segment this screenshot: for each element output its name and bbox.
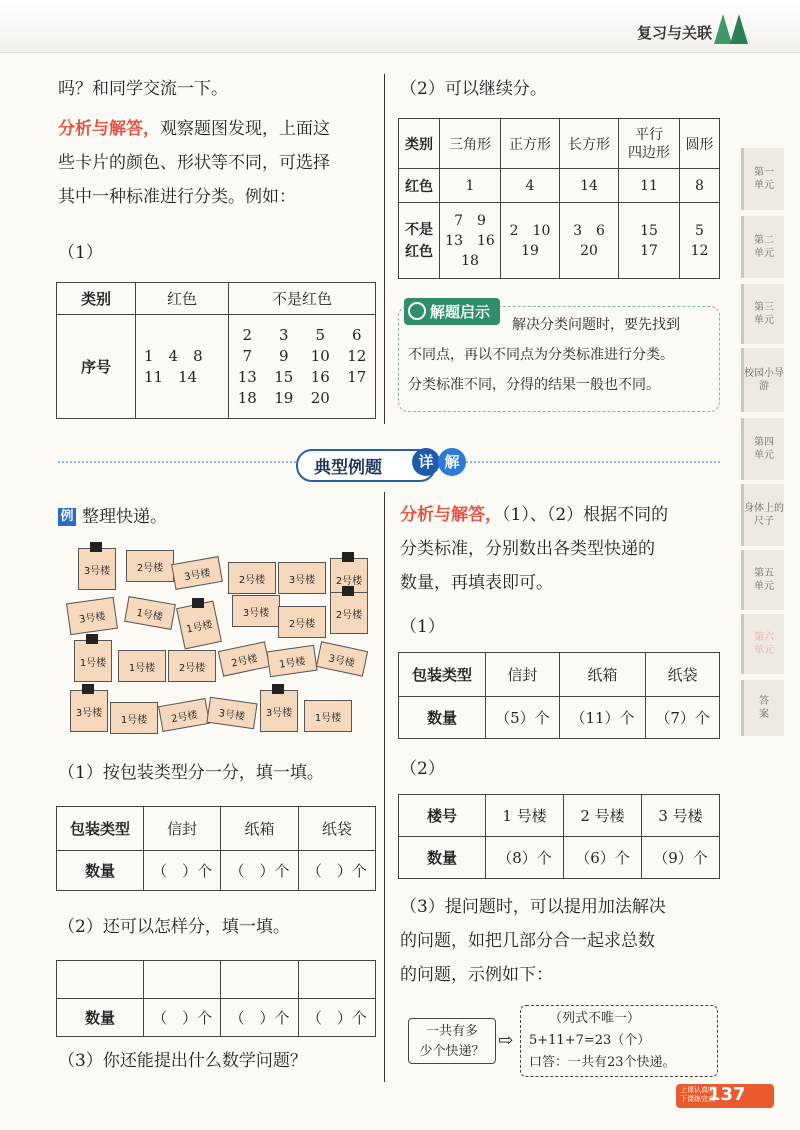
answer-cell: （8）个 (486, 837, 564, 879)
package-envelope: 1号楼 (266, 645, 317, 677)
analysis-label: 分析与解答 (58, 119, 143, 139)
package-bag: 1号楼 (176, 601, 222, 650)
table-header: 信封 (144, 807, 221, 851)
table-header: 楼号 (399, 795, 486, 837)
number-line: 1 4 8 (144, 346, 203, 365)
q2-table (56, 960, 376, 1037)
banner-badge: 详 (412, 448, 440, 476)
number: 6 (351, 325, 362, 344)
table-header: 纸袋 (646, 653, 720, 697)
bag-handle-icon (342, 552, 354, 562)
package-box: 2号楼 (228, 562, 276, 594)
number: 18 (237, 388, 257, 407)
answer-cell: （11）个 (559, 697, 645, 739)
package-envelope: 2号楼 (158, 698, 210, 732)
empty-header (144, 961, 221, 999)
bag-handle-icon (86, 634, 98, 644)
side-tab-8[interactable]: 第六 单元 (741, 614, 784, 674)
package-bag: 2号楼 (330, 558, 368, 600)
a1-table (398, 652, 720, 739)
blank-cell: （ ）个 (221, 851, 298, 891)
table-cell: 3 6 20 (560, 203, 619, 279)
package-envelope: 3号楼 (206, 697, 257, 729)
package-illustration (68, 540, 378, 740)
part-label: （1） (58, 243, 103, 263)
slogan-line: 下课练完成 (680, 1095, 715, 1103)
package-envelope: 3号楼 (316, 641, 368, 676)
empty-header (57, 961, 144, 999)
answer-cell: （9）个 (642, 837, 720, 879)
solution-line: 5+11+7=23（个） (529, 1033, 651, 1048)
answer-text: 的问题，示例如下： (400, 965, 553, 985)
table-header: 纸箱 (221, 807, 298, 851)
solution-box (520, 1005, 718, 1077)
red-numbers (136, 315, 229, 419)
number: 16 (310, 367, 330, 386)
number: 10 (310, 346, 330, 365)
table-cell: 7 9 13 16 18 (440, 203, 501, 279)
analysis-block: 分析与解答，观察题图发现，上面这 些卡片的颜色、形状等不同，可选择 其中一种标准进行分类。例如： (58, 119, 330, 207)
table-cell: 11 (619, 169, 680, 203)
table-header: 平行 四边形 (619, 119, 680, 169)
answer-text: （3）提问题时，可以提用加法解决 (400, 897, 666, 917)
side-tab-1[interactable]: 第一 单元 (741, 148, 784, 210)
continuation-line: 吗？和同学交流一下。 (58, 79, 228, 99)
number: 3 (278, 325, 289, 344)
part-label: （1） (400, 617, 445, 637)
package-box: 2号楼 (278, 606, 326, 638)
package-bag: 3号楼 (70, 690, 108, 732)
number: 2 (242, 325, 253, 344)
row-label: 红色 (399, 169, 440, 203)
a2-table (398, 794, 720, 879)
answer-text: （1）、（2）根据不同的 (502, 505, 669, 525)
package-bag: 1号楼 (74, 640, 112, 682)
answer-label: 分析与解答 (400, 505, 485, 525)
not-red-numbers (229, 315, 376, 419)
blank-cell: （ ）个 (144, 999, 221, 1037)
answer-part3 (400, 890, 722, 992)
number: 17 (347, 367, 367, 386)
number (339, 388, 376, 409)
side-tab-3[interactable]: 第三 单元 (741, 284, 784, 344)
package-box: 3号楼 (232, 595, 280, 627)
header-title: 复习与关联 (636, 24, 712, 42)
part-label: （2）可以继续分。 (400, 79, 547, 99)
table-cell: 5 12 (680, 203, 720, 279)
package-box: 3号楼 (278, 562, 326, 594)
answer-cell: （5）个 (486, 697, 560, 739)
table-cell: 8 (680, 169, 720, 203)
example-badge: 例 (58, 508, 76, 526)
section-banner: 典型例题 (296, 449, 436, 482)
package-box: 2号楼 (168, 650, 216, 682)
row-label: 序号 (57, 315, 136, 419)
bag-handle-icon (272, 684, 284, 694)
solution-line: （列式不唯一） (549, 1011, 641, 1026)
example-title: 整理快递。 (82, 507, 167, 527)
table-header: 类别 (57, 283, 136, 315)
side-tab-4[interactable]: 校园小导游 (741, 348, 784, 412)
tip-line: 分类标准不同，分得的结果一般也不同。 (408, 377, 660, 393)
table-header: 纸箱 (559, 653, 645, 697)
number-line: 11 14 (144, 367, 198, 386)
question-2: （2）还可以怎样分，填一填。 (58, 917, 290, 937)
package-envelope: 1号楼 (124, 596, 176, 630)
table-header: 红色 (136, 283, 229, 315)
blank-cell: （ ）个 (221, 999, 298, 1037)
table-header: 3 号楼 (642, 795, 720, 837)
banner-badge: 解 (438, 448, 466, 476)
tip-line: 不同点，再以不同点为分类标准进行分类。 (408, 347, 674, 363)
table-cell: 15 17 (619, 203, 680, 279)
analysis-text: 观察题图发现，上面这 (160, 119, 330, 139)
answer-text: 的问题，如把几部分合一起求总数 (400, 931, 655, 951)
table-header: 1 号楼 (486, 795, 564, 837)
question-line: 一共有多 (425, 1024, 478, 1039)
slogan-line: 上课认真听 (680, 1086, 715, 1094)
solution-line: 口答：一共有23个快递。 (529, 1055, 676, 1070)
blank-cell: （ ）个 (298, 999, 375, 1037)
number: 19 (274, 388, 294, 407)
table-header: 纸袋 (298, 807, 375, 851)
package-box: 3号楼 (66, 597, 118, 635)
table-cell: 14 (560, 169, 619, 203)
analysis-text: 其中一种标准进行分类。例如： (58, 187, 296, 207)
tree-icon (730, 14, 748, 44)
q1-table (56, 806, 376, 891)
number: 7 (242, 346, 253, 365)
row-label: 不是 红色 (399, 203, 440, 279)
package-envelope: 3号楼 (171, 556, 223, 590)
table-cell: 4 (501, 169, 560, 203)
table-header: 正方形 (501, 119, 560, 169)
bag-handle-icon (342, 586, 354, 596)
shape-table (398, 118, 720, 279)
column-divider (384, 492, 385, 1082)
table-header: 不是红色 (229, 283, 376, 315)
package-bag: 3号楼 (78, 548, 116, 590)
answer-block: 分析与解答，（1）、（2）根据不同的 分类标准，分别数出各类型快递的 数量，再填表即可。 (400, 505, 669, 593)
question-1: （1）按包装类型分一分，填一填。 (58, 763, 324, 783)
bag-handle-icon (192, 598, 204, 608)
tip-badge: 解题启示 (404, 298, 500, 325)
side-tab-2[interactable]: 第二 单元 (741, 216, 784, 278)
number: 12 (347, 346, 367, 365)
analysis-text: 些卡片的颜色、形状等不同，可选择 (58, 153, 330, 173)
question-box (408, 1018, 496, 1064)
bag-handle-icon (82, 684, 94, 694)
answer-cell: （6）个 (564, 837, 642, 879)
package-envelope: 2号楼 (218, 641, 270, 676)
number: 15 (274, 367, 294, 386)
color-table (56, 282, 376, 419)
bag-handle-icon (90, 542, 102, 552)
side-tab-5[interactable]: 第四 单元 (741, 418, 784, 480)
row-label: 数量 (57, 999, 144, 1037)
number: 9 (278, 346, 289, 365)
package-box: 1号楼 (118, 650, 166, 682)
empty-header (298, 961, 375, 999)
number: 20 (310, 388, 330, 407)
empty-header (221, 961, 298, 999)
number: 5 (315, 325, 326, 344)
row-label: 数量 (399, 697, 486, 739)
row-label: 数量 (399, 837, 486, 879)
table-header: 长方形 (560, 119, 619, 169)
package-box: 1号楼 (110, 702, 158, 734)
side-tab-9[interactable]: 答 案 (741, 680, 784, 736)
package-bag: 2号楼 (330, 592, 368, 634)
part-label: （2） (400, 759, 445, 779)
tip-text (408, 310, 714, 400)
table-cell: 2 10 19 (501, 203, 560, 279)
table-header: 包装类型 (57, 807, 144, 851)
page-number: 137 (708, 1084, 746, 1105)
answer-text: 分类标准，分别数出各类型快递的 (400, 539, 655, 559)
number-grid (229, 325, 375, 409)
side-tab-7[interactable]: 第五 单元 (741, 550, 784, 610)
blank-cell: （ ）个 (298, 851, 375, 891)
table-header: 包装类型 (399, 653, 486, 697)
tip-line: 解决分类问题时，要先找到 (512, 317, 680, 333)
package-box: 2号楼 (126, 550, 174, 582)
number: 13 (237, 367, 257, 386)
column-divider (384, 74, 385, 424)
table-header: 2 号楼 (564, 795, 642, 837)
table-header: 信封 (486, 653, 560, 697)
question-line: 少个快递？ (419, 1044, 485, 1059)
question-3: （3）你还能提出什么数学问题？ (58, 1051, 307, 1071)
right-arrow-icon: ⇨ (498, 1030, 514, 1051)
table-header: 类别 (399, 119, 440, 169)
table-header: 圆形 (680, 119, 720, 169)
answer-cell: （7）个 (646, 697, 720, 739)
answer-text: 数量，再填表即可。 (400, 573, 553, 593)
package-box: 1号楼 (304, 700, 352, 732)
side-tab-6[interactable]: 身体上的尺子 (741, 484, 784, 546)
row-label: 数量 (57, 851, 144, 891)
table-cell: 1 (440, 169, 501, 203)
table-header: 三角形 (440, 119, 501, 169)
blank-cell: （ ）个 (144, 851, 221, 891)
package-bag: 3号楼 (260, 690, 298, 732)
